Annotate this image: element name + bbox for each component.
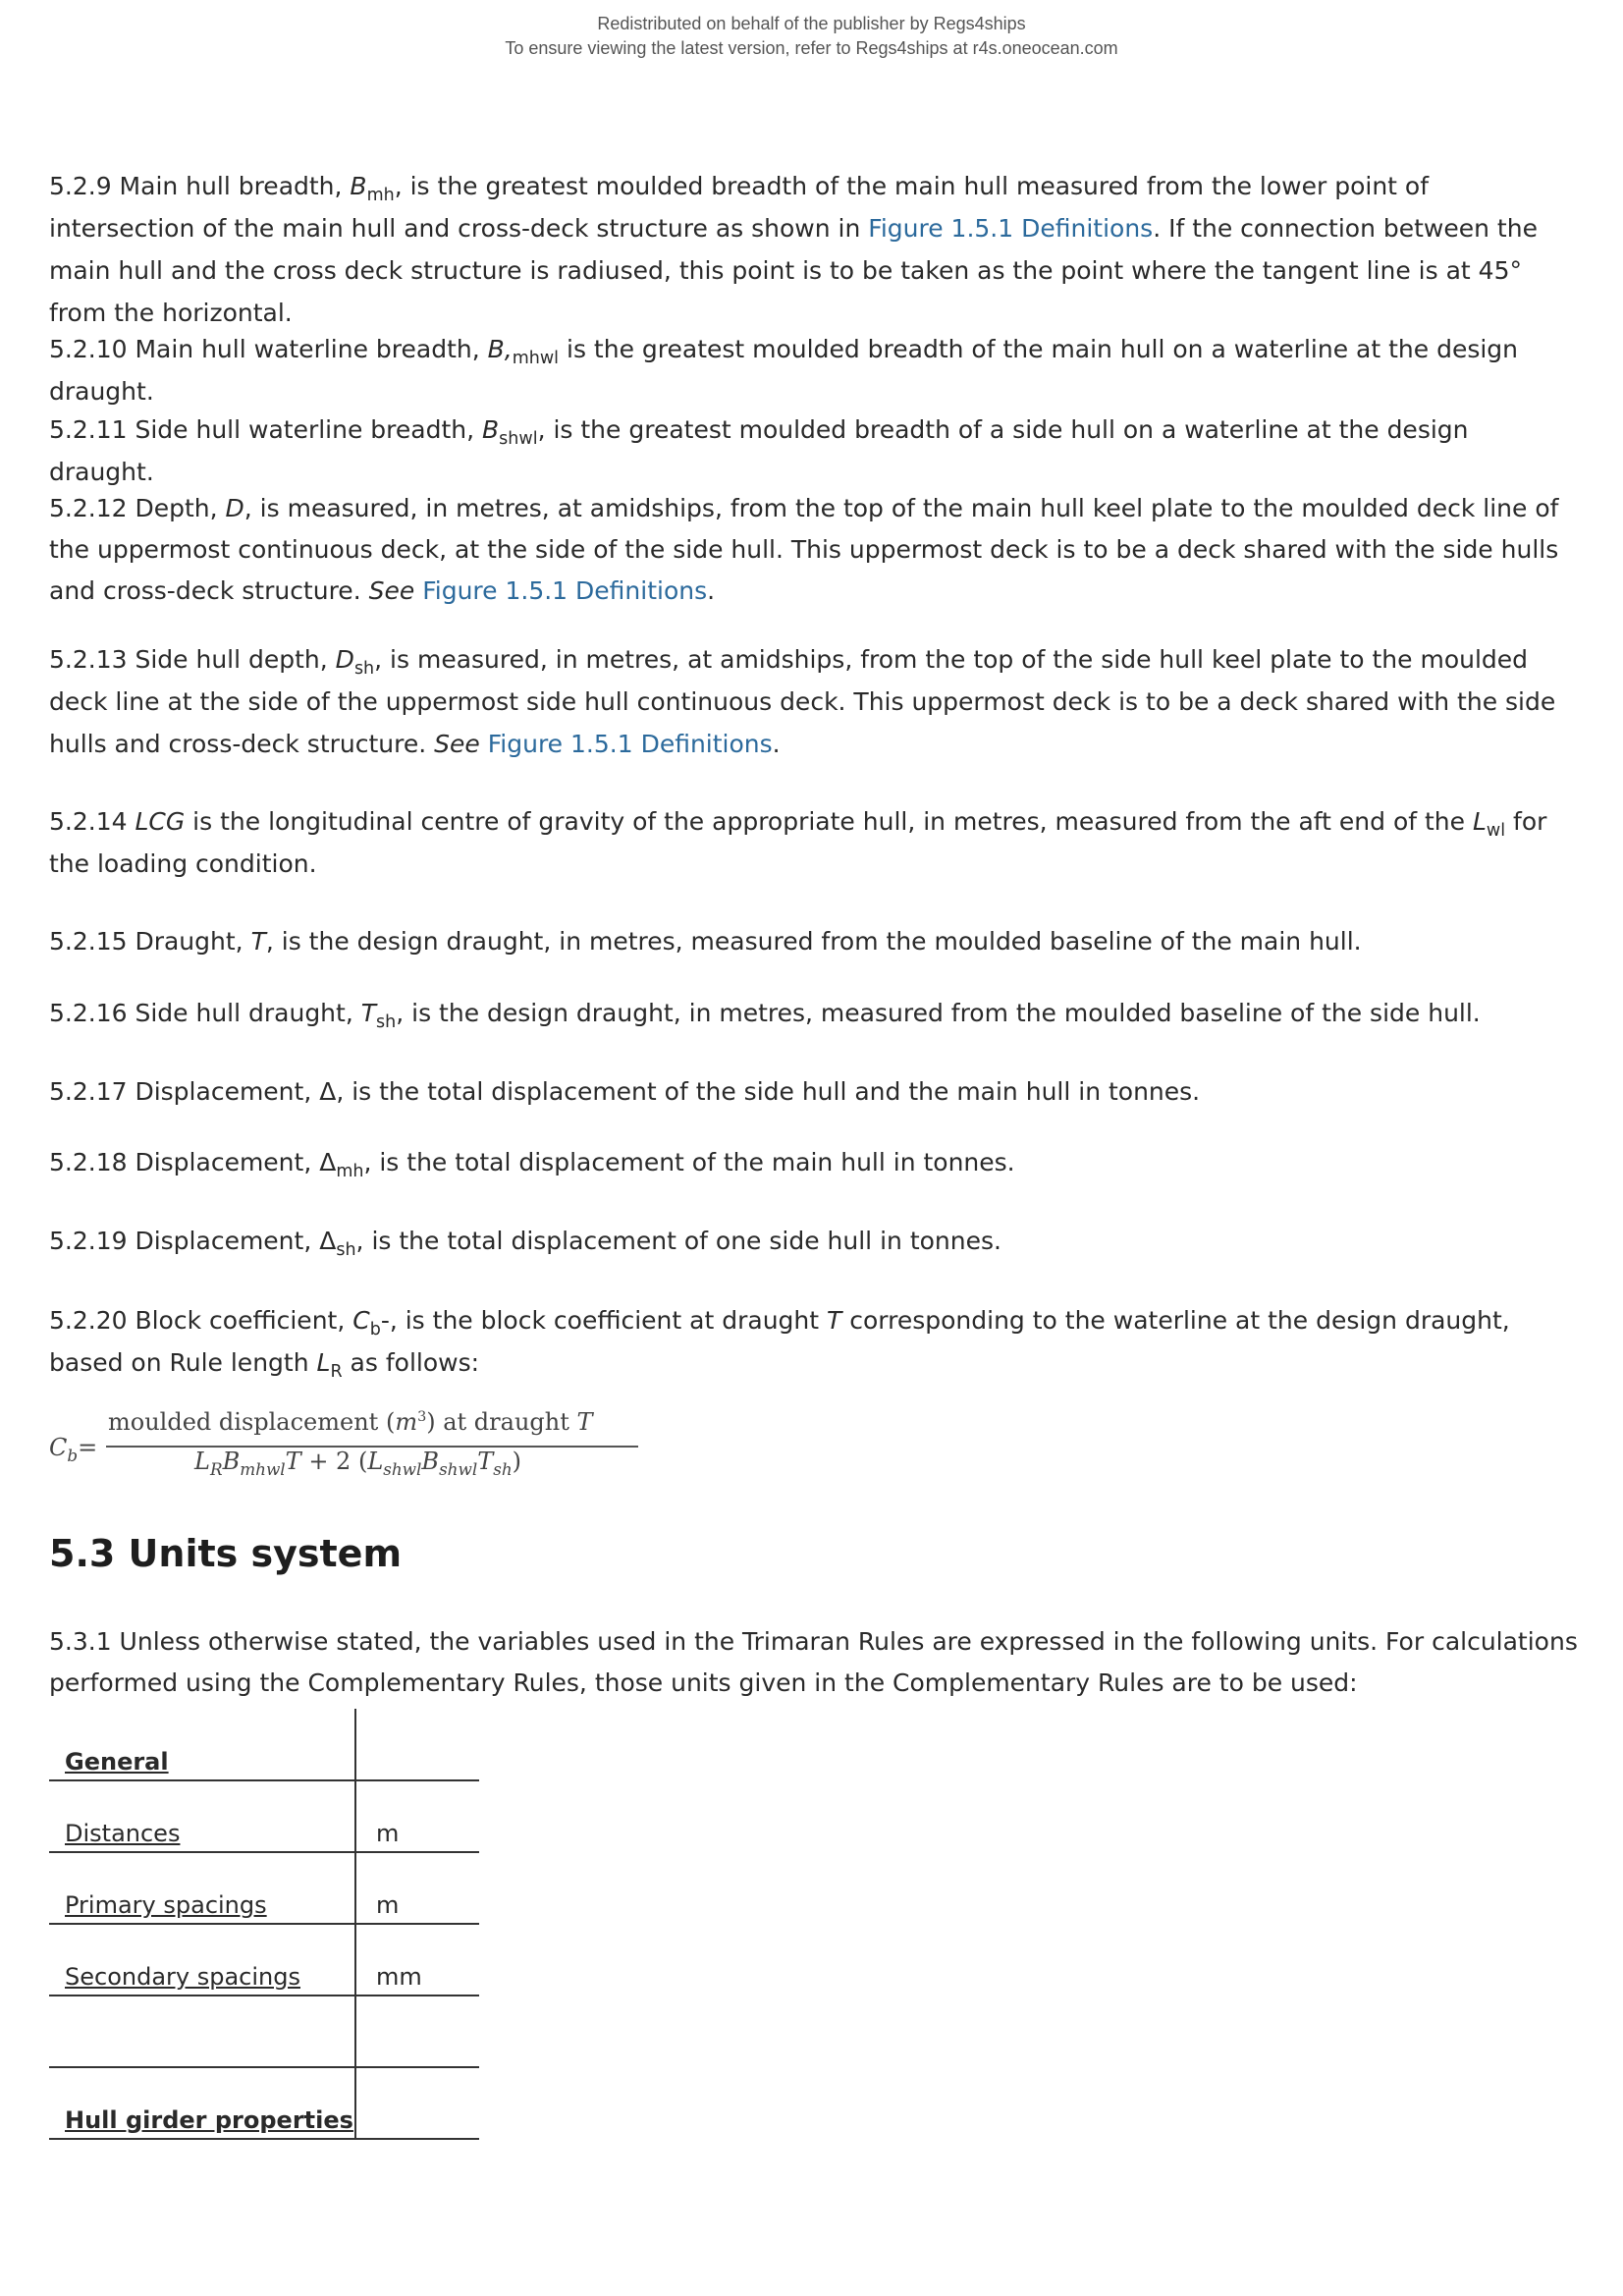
paragraph-5-2-10: 5.2.10 Main hull waterline breadth, $B,_{mhwl}$ is the greatest moulded breadth of the main hull on a waterline at the design draught. <box>49 335 1519 406</box>
figure-1-5-1-link[interactable]: Figure 1.5.1 Definitions <box>487 730 773 758</box>
table-cell <box>49 1995 355 2067</box>
paragraph-5-2-14: 5.2.14 LCG is the longitudinal centre of gravity of the appropriate hull, in metres, measured from the aft end of the $L_{wl}$ for the loading condition. <box>49 807 1547 878</box>
paragraph-5-2-18: 5.2.18 Displacement, $\Delta_{mh}$, is the total displacement of the main hull in tonnes. <box>49 1148 1015 1182</box>
section-heading-5-3: 5.3 Units system <box>49 1532 403 1575</box>
table-cell-unit: mm <box>355 1924 479 1995</box>
paragraph-5-2-20: 5.2.20 Block coefficient, $C_b-$, is the block coefficient at draught T corresponding to the waterline at the design draught, based on Rule length $L_R$ as follows: <box>49 1306 1510 1383</box>
table-cell <box>355 1995 479 2067</box>
table-cell-label: Distances <box>49 1780 355 1852</box>
formula-numerator: moulded displacement $(m^3)$ at draught T <box>108 1408 593 1436</box>
paragraph-5-2-13: 5.2.13 Side hull depth, $D_{sh}$, is measured, in metres, at amidships, from the top of the side hull keel plate to the moulded deck line at the side of the uppermost side hull continuous deck. This uppermost deck is to be a deck shared with the side hulls and cross-deck structure. See Figure 1.5.1 Definitions. <box>49 645 1556 758</box>
paragraph-5-2-16: 5.2.16 Side hull draught, $T_{sh}$, is the design draught, in metres, measured from the moulded baseline of the side hull. <box>49 999 1481 1033</box>
paragraph-5-2-11: 5.2.11 Side hull waterline breadth, $B_{shwl}$, is the greatest moulded breadth of a side hull on a waterline at the design draught. <box>49 415 1469 486</box>
table-cell <box>355 2067 479 2139</box>
formula-lhs: $C_b=$ <box>49 1434 98 1465</box>
paragraph-5-2-12: 5.2.12 Depth, D, is measured, in metres, at amidships, from the top of the main hull keel plate to the moulded deck line of the uppermost continuous deck, at the side of the side hull. This uppermost deck is to be a deck shared with the side hulls and cross-deck structure. See Figure 1.5.1 Definitions. <box>49 494 1559 605</box>
table-header-general: General <box>49 1709 355 1780</box>
figure-1-5-1-link[interactable]: Figure 1.5.1 Definitions <box>422 576 708 605</box>
table-row <box>49 1924 479 1995</box>
table-cell-unit: m <box>355 1852 479 1924</box>
banner-line-2: To ensure viewing the latest version, refer to Regs4ships at r4s.oneocean.com <box>505 38 1118 58</box>
redistribution-banner <box>0 12 1623 61</box>
table-cell-unit: m <box>355 1780 479 1852</box>
table-row <box>49 1709 479 1780</box>
units-table <box>49 1709 479 2140</box>
table-row <box>49 1995 479 2067</box>
table-row <box>49 1780 479 1852</box>
table-cell <box>355 1709 479 1780</box>
table-header-hull-girder: Hull girder properties <box>49 2067 355 2139</box>
paragraph-5-2-17: 5.2.17 Displacement, Δ, is the total displacement of the side hull and the main hull in tonnes. <box>49 1077 1201 1106</box>
table-cell-label: Primary spacings <box>49 1852 355 1924</box>
table-cell-label: Secondary spacings <box>49 1924 355 1995</box>
table-row <box>49 2067 479 2139</box>
banner-line-1: Redistributed on behalf of the publisher by Regs4ships <box>597 14 1026 33</box>
table-row <box>49 1852 479 1924</box>
paragraph-5-2-9: 5.2.9 Main hull breadth, $B_{mh}$, is the greatest moulded breadth of the main hull measured from the lower point of intersection of the main hull and cross-deck structure as shown in Figure 1.5.1 Definitions. If the connection between the main hull and the cross deck structure is radiused, this point is to be taken as the point where the tangent line is at 45° from the horizontal. <box>49 172 1538 327</box>
paragraph-5-2-19: 5.2.19 Displacement, $\Delta_{sh}$, is the total displacement of one side hull in tonnes. <box>49 1227 1001 1261</box>
paragraph-5-3-1: 5.3.1 Unless otherwise stated, the variables used in the Trimaran Rules are expressed in the following units. For calculations performed using the Complementary Rules, those units given in the Complementary Rules are to be used: <box>49 1627 1578 1697</box>
paragraph-5-2-15: 5.2.15 Draught, T, is the design draught, in metres, measured from the moulded baseline of the main hull. <box>49 927 1362 956</box>
formula-denominator: $L_RB_{mhwl}T + 2$ $(L_{shwl}B_{shwl}T_{sh})$ <box>194 1448 522 1479</box>
figure-1-5-1-link[interactable]: Figure 1.5.1 Definitions <box>868 214 1154 243</box>
